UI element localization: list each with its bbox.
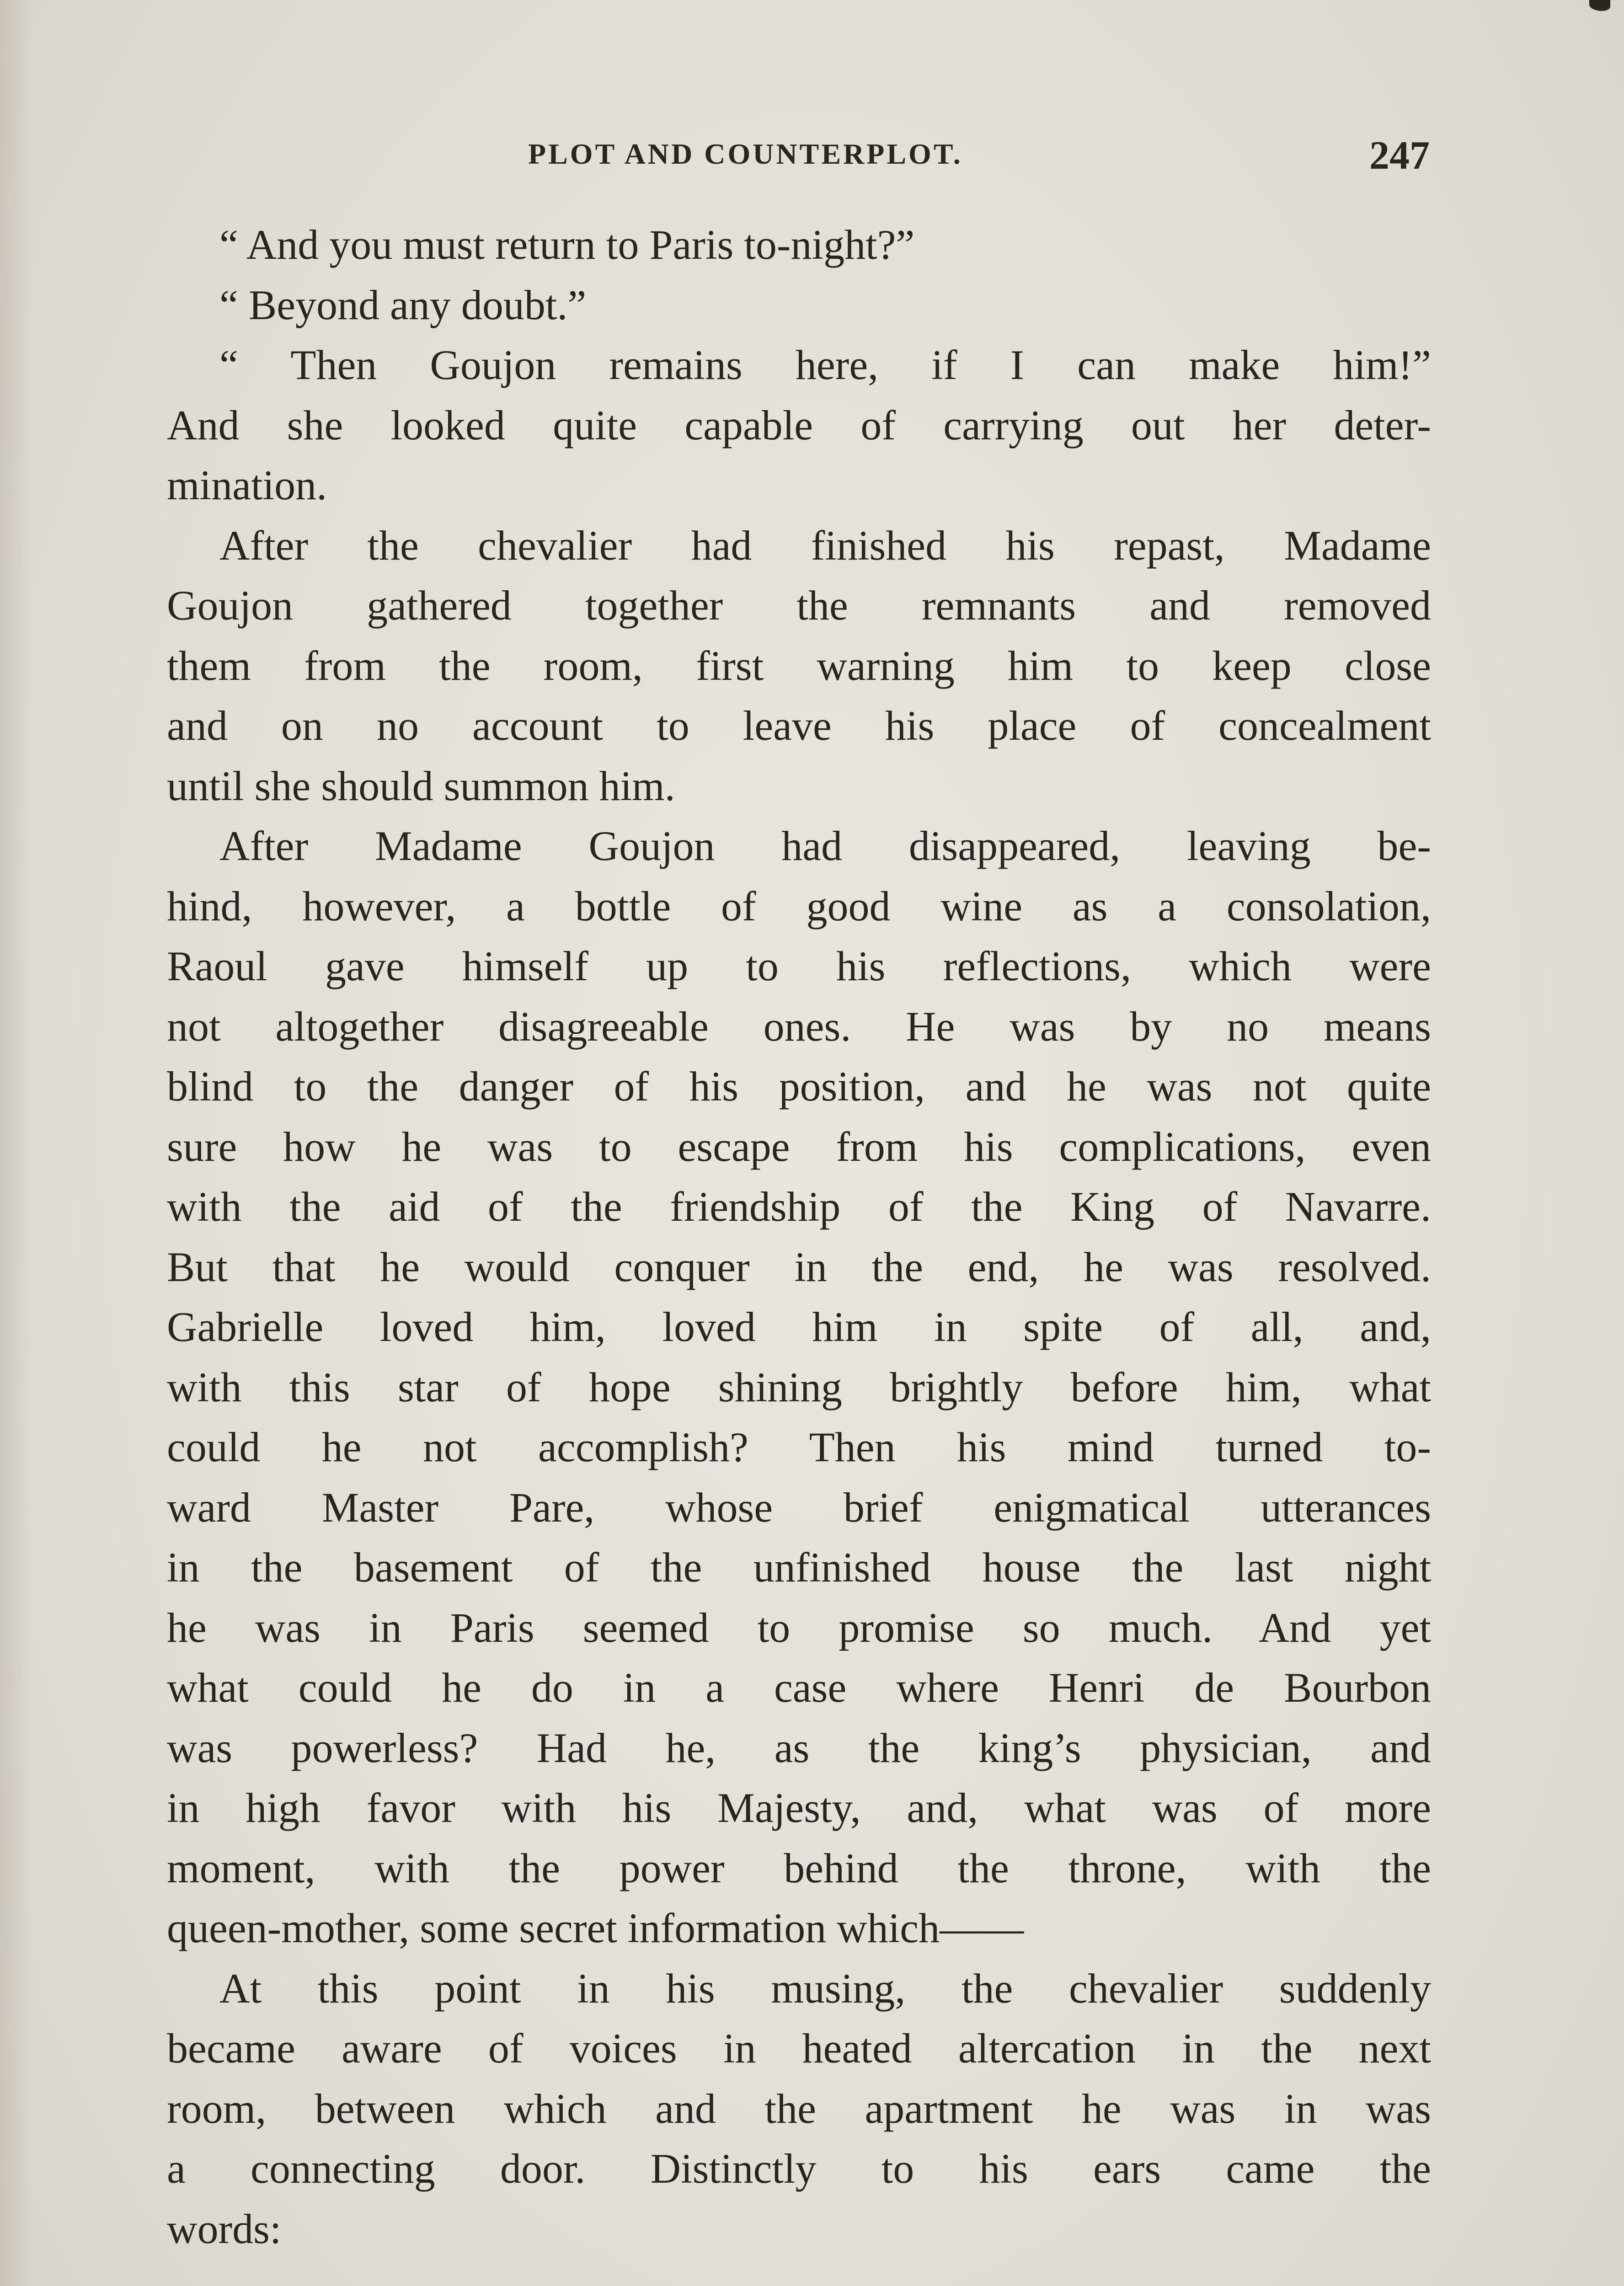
text-line: hind, however, a bottle of good wine as a consolation, xyxy=(167,882,1431,929)
text-line: At this point in his musing, the chevalier suddenly xyxy=(219,1965,1431,2012)
text-line: a connecting door. Distinctly to his ears came the xyxy=(167,2145,1431,2192)
text-line: After the chevalier had finished his repast, Madame xyxy=(219,522,1431,569)
text-line: was powerless? Had he, as the king’s physician, and xyxy=(167,1724,1431,1771)
text-line: “ Then Goujon remains here, if I can make him!” xyxy=(219,342,1431,388)
text-line: until she should summon him. xyxy=(167,762,675,809)
text-line: became aware of voices in heated altercation in the next xyxy=(167,2025,1431,2072)
text-line: sure how he was to escape from his complications, even xyxy=(167,1123,1431,1170)
text-line: them from the room, first warning him to keep close xyxy=(167,642,1431,689)
text-line: with the aid of the friendship of the King of Navarre. xyxy=(167,1183,1431,1230)
text-line: ward Master Pare, whose brief enigmatical utterances xyxy=(167,1484,1431,1531)
text-line: “ Beyond any doubt.” xyxy=(219,281,587,328)
body-text xyxy=(167,215,1431,2259)
text-line: in the basement of the unfinished house the last night xyxy=(167,1544,1431,1591)
text-line: “ And you must return to Paris to-night?” xyxy=(219,221,915,268)
text-line: Goujon gathered together the remnants and removed xyxy=(167,582,1431,629)
text-line: blind to the danger of his position, and he was not quite xyxy=(167,1063,1431,1110)
text-line: Raoul gave himself up to his reflections, which were xyxy=(167,943,1431,989)
text-line: And she looked quite capable of carrying out her deter- xyxy=(167,401,1431,449)
text-line: could he not accomplish? Then his mind turned to- xyxy=(167,1424,1431,1470)
page-number: 247 xyxy=(1369,134,1430,178)
text-line: mination. xyxy=(167,462,327,508)
text-line: moment, with the power behind the throne, with the xyxy=(167,1844,1431,1891)
corner-ink-mark xyxy=(1589,0,1610,11)
text-line: words: xyxy=(167,2205,282,2252)
text-line: queen-mother, some secret information which—— xyxy=(167,1905,1024,1951)
text-line: After Madame Goujon had disappeared, leaving be- xyxy=(219,823,1431,869)
text-line: he was in Paris seemed to promise so much. And yet xyxy=(167,1604,1431,1651)
text-line: But that he would conquer in the end, he was resolved. xyxy=(167,1243,1431,1290)
running-title: PLOT AND COUNTERPLOT. xyxy=(528,138,963,170)
text-line: not altogether disagreeable ones. He was by no means xyxy=(167,1003,1431,1050)
text-line: and on no account to leave his place of concealment xyxy=(167,702,1431,749)
text-line: in high favor with his Majesty, and, what was of more xyxy=(167,1784,1431,1831)
text-line: what could he do in a case where Henri de Bourbon xyxy=(167,1664,1431,1711)
page-edge-shadow xyxy=(0,0,32,2286)
text-line: room, between which and the apartment he was in was xyxy=(167,2085,1431,2132)
text-line: with this star of hope shining brightly before him, what xyxy=(167,1363,1431,1410)
text-line: Gabrielle loved him, loved him in spite of all, and, xyxy=(167,1303,1431,1350)
